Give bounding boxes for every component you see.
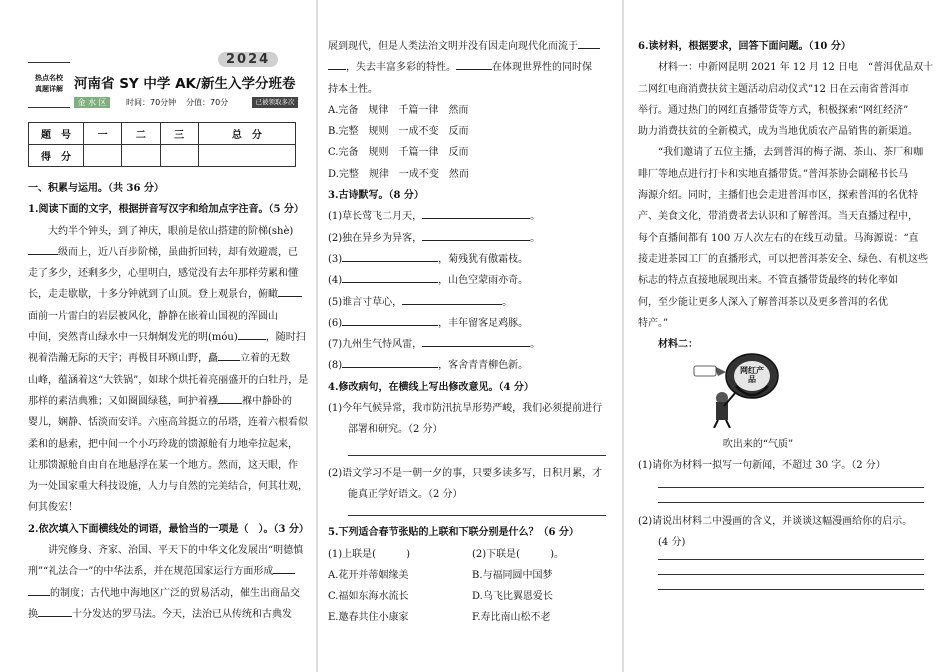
couplet-option: B.与福同圆中国梦 — [472, 569, 553, 581]
answer-blank[interactable] — [218, 349, 240, 361]
score-cell[interactable] — [160, 145, 198, 167]
column-middle: 展到现代，但是人类法治文明并没有因走向现代化而流于 ，失去丰富多彩的特性。 在体现世界性的同时保 持本土性。 A.完备 规律 千篇一律 然而 B.完整 规则 一成不变 反而 C.完备 规则 千篇一律 反而 D.完整 规律 一成不变 然而 3.古诗默写。（8 分） (1)草长莺飞二月天， 。 (2)独在异乡为异客， 。 (3) ，菊残犹有傲霜枝。 (4) ，山色空蒙雨亦奇。 (5)谁言寸草心， 。 (6) ，丰年留客足鸡豚。 (7)九州生气恃风雷， 。 (8) ，客舍青青柳色新。 4.修改病句，在横线上写出修改意见。（4 分） (1)今年气候异常，我市防汛抗旱形势严峻，我们必须提前进行 部署和研究。（2 分） (2)语文学习不是一朝一夕的事，只要多读多写，日积月累，才 能真正学好语文。（2 分） 5.下列适合春节张贴的上联和下联分别是什么？（6 分） (1)上联是( ) (2)下联是( )。 A.花开并蒂姻缘美 B.与福同圆中国梦 C.福如东海水流长 D.乌飞比翼恩爱长 E.邀春共住小康家 F.寿比南山松不老 — [328, 0, 608, 672]
year-badge: 2024 — [218, 52, 278, 67]
exam-title: 河南省 SY 中学 AK/新生入学分班卷 — [74, 76, 296, 92]
q4-title: 4.修改病句，在横线上写出修改意见。（4 分） — [328, 381, 534, 393]
answer-blank[interactable] — [342, 314, 438, 326]
option-a[interactable]: A.完备 规律 千篇一律 然而 — [328, 104, 469, 116]
answer-blank[interactable] — [402, 293, 502, 305]
answer-blank[interactable] — [578, 37, 600, 49]
answer-blank[interactable] — [273, 562, 295, 574]
couplet-option: C.福如东海水流长 — [328, 591, 409, 603]
q2-title: 2.依次填入下面横线处的词语，最恰当的一项是（ ）。（3 分） — [28, 523, 309, 535]
answer-blank[interactable] — [422, 207, 530, 219]
answer-blank[interactable] — [28, 243, 58, 255]
couplet-option: E.邀春共住小康家 — [328, 612, 409, 624]
district-tag: 金 水 区 — [74, 97, 110, 108]
answer-line[interactable] — [658, 589, 924, 590]
answer-blank[interactable] — [238, 328, 266, 340]
answer-blank[interactable] — [278, 285, 302, 297]
exam-header — [28, 52, 298, 110]
score-cell[interactable] — [122, 145, 160, 167]
cartoon-caption: 吹出来的“气质” — [722, 439, 794, 450]
q3-title: 3.古诗默写。（8 分） — [328, 190, 424, 202]
option-c[interactable]: C.完备 规则 千篇一律 反而 — [328, 147, 469, 159]
q6-sub2: (2)请说出材料二中漫画的含义，并谈谈这幅漫画给你的启示。 — [638, 515, 913, 527]
q6-title: 6.读材料，根据要求，回答下面问题。（10 分） — [638, 41, 851, 52]
q5-title: 5.下列适合春节张贴的上联和下联分别是什么？（6 分） — [328, 527, 579, 539]
score-cell[interactable] — [198, 145, 295, 167]
couplet-option: D.乌飞比翼恩爱长 — [472, 591, 553, 603]
column-left: 2024 热点名校 真题详解 河南省 SY 中学 AK/新生入学分班卷 金 水 区 时间：70分钟 分值：70分 已被领取多次 题 号 一 二 三 总 分 得 分 一、积累与运用。（共 36 分） 1.阅读下面的文字，根据拼音写汉字和给加点字注音。（5 分） 大约半个钟头，到了神庆，眼前是依山搭建的阶梯(shè) 级而上，近八百步阶梯，虽曲折回转，却有效避震，已 走了多少，还剩多少，心里明白，感觉没有去年那样劳累和懂 长，走走歇歇，十多分钟就到了山顶。登上观景台，俯瞰 面前一片雷白的岩层被风化，静静在嵌着山国视的浑圆山 中间，突然青山绿水中一只炯炯发光的明(móu) ，随时扫 视着浩瀚无际的天宇；再极目环顾山野，矗 立着的无数 山峰，蕴涵着这“大铁锅”，如球个烘托着亮丽盛开的白牡丹，是 那样的素洁典雅；又如圈圆绿毯，呵护着襁 褓中静卧的 婴儿，娴静、恬淡而安详。六座高耸挺立的吊塔，连着六根看似 柔和的悬索，把中间一个小巧玲珑的馈源舱有力地牵拉起来， 让那馈源舱自由自在地悬浮在某一个地方。然而，这天眼，作 为一处国家重大科技设施，人力与自然的完美结合，何其壮观， 何其俊宏！ 2.依次填入下面横线处的词语，最恰当的一项是（ ）。（3 分） 讲究修身、齐家、治国、平天下的中华文化发展出“明德慎 刑”“礼法合一”的中华法系，并在规范国家运行方面形成 的制度；古代地中海地区广泛的贸易活动，催生出商品交 换 十分发达的罗马法。今天，法治已从传统和古典发 — [28, 52, 309, 620]
score-cell[interactable] — [84, 145, 122, 167]
couplet-option: A.花开并蒂姻缘美 — [328, 569, 409, 581]
answer-blank[interactable] — [28, 584, 50, 596]
answer-blank[interactable] — [422, 229, 530, 241]
answer-blank[interactable] — [328, 58, 346, 70]
exam-meta — [74, 96, 298, 110]
answer-blank[interactable] — [456, 58, 492, 70]
exam-score: 分值：70分 — [186, 98, 229, 107]
answer-blank[interactable] — [218, 392, 242, 404]
upper-couplet-answer[interactable]: (1)上联是( ) — [328, 548, 410, 560]
answer-blank[interactable] — [38, 605, 72, 617]
column-divider — [622, 0, 624, 672]
material-two-label: 材料二： — [658, 339, 698, 351]
q6-sub1: (1)请你为材料一拟写一句新闻，不超过 30 字。（2 分） — [638, 460, 886, 472]
answer-blank[interactable] — [342, 271, 438, 283]
score-table: 题 号 一 二 三 总 分 得 分 — [28, 122, 296, 167]
q1-title: 1.阅读下面的文字，根据拼音写汉字和给加点字注音。（5 分） — [28, 204, 304, 216]
exam-time: 时间：70分钟 — [126, 98, 177, 107]
couplet-option: F.寿比南山松不老 — [472, 612, 551, 624]
option-d[interactable]: D.完整 规律 一成不变 然而 — [328, 168, 469, 180]
option-b[interactable]: B.完整 规则 一成不变 反而 — [328, 126, 469, 138]
answer-blank[interactable] — [342, 250, 438, 262]
answer-blank[interactable] — [422, 335, 530, 347]
cartoon-image — [692, 352, 796, 428]
claimed-tag: 已被领取多次 — [252, 97, 298, 108]
hot-school-badge: 热点名校 真题详解 — [28, 62, 70, 108]
answer-blank[interactable] — [342, 356, 438, 368]
lower-couplet-answer[interactable]: (2)下联是( )。 — [472, 548, 564, 560]
balloon-label: 网红产品 — [740, 366, 764, 384]
section-heading: 一、积累与运用。（共 36 分） — [28, 183, 164, 194]
column-divider — [316, 0, 318, 672]
column-right: 6.读材料，根据要求，回答下面问题。（10 分） 材料一：中新网昆明 2021 年 12 月 12 日电 “普洱优品双十 二网红电商消费扶贫主题活动启动仪式”12 日在云南省普洱市 举行。通过热门的网红直播带货等方式，积极探索“网红经济” 助力消费扶贫的全新模式，成为当地优质农产品销售的新渠道。 “我们邀请了五位主播，去到普洱的梅子湖、茶山、茶厂和咖 啡厂等地点进行打卡和实地直播带货。”普洱茶协会副秘书长马 海源介绍。同时，主播们也会走进普洱市区，探索普洱的名优特 产、美食文化，带消费者去认识和了解普洱。当天直播过程中， 每个直播间都有 100 万人次左右的在线互动量。马海源说：“直 接走进茶园工厂的直播形式，可以把普洱茶安全、绿色、有机这些 标志的特点直接地展现出来。不管直播带货最终的转化率如 何，至少能让更多人深入了解普洱茶以及更多普洱的名优 特产。” 材料二： 网红产品 吹出来的“气质” (1)请你为材料一拟写一句新闻，不超过 30 字。（2 分） (2)请说出材料二中漫画的含义，并谈谈这幅漫画给你的启示。 (4 分) — [638, 0, 928, 672]
